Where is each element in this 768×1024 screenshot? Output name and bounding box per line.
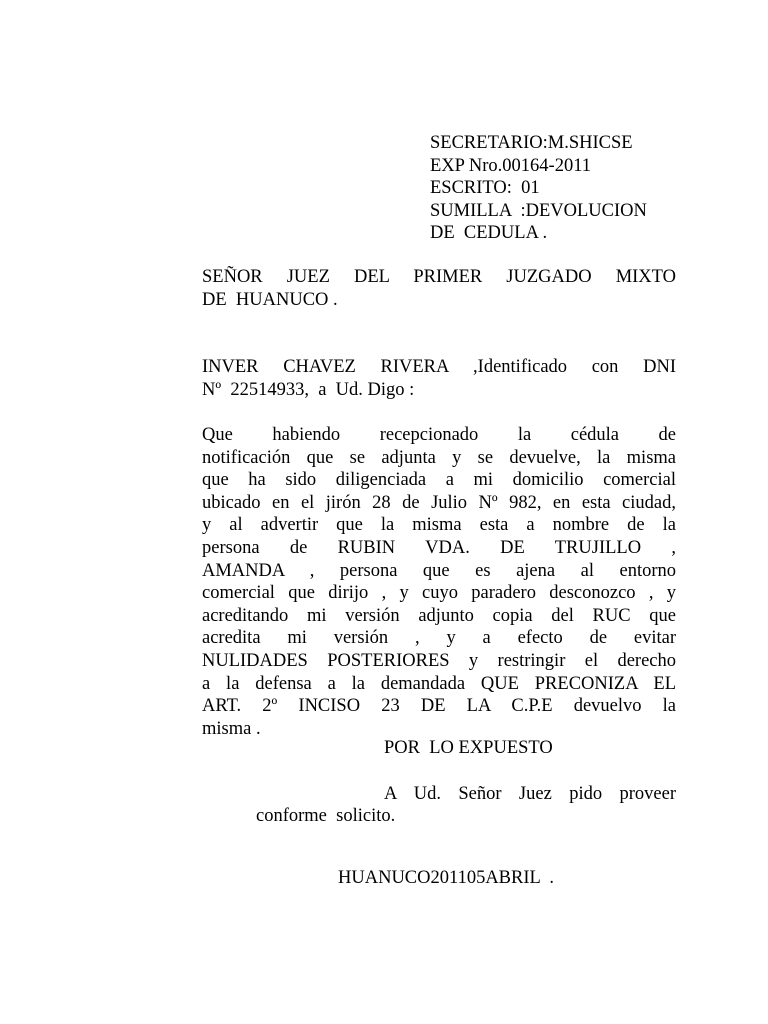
summary-line-2: DE CEDULA .	[430, 223, 548, 244]
intro-line-2: Nº 22514933, a Ud. Digo :	[202, 379, 415, 400]
paragraph-line: acredita mi versión , y a efecto de evitar	[202, 628, 676, 649]
paragraph-line-last: misma .	[202, 718, 261, 739]
closing-heading: POR LO EXPUESTO	[384, 738, 553, 758]
paragraph-line: acreditando mi versión adjunto copia del RUC que	[202, 605, 676, 626]
paragraph-line: NULIDADES POSTERIORES y restringir el derecho	[202, 650, 676, 671]
intro-paragraph	[202, 356, 676, 401]
main-paragraph	[202, 424, 676, 740]
secretary-line: SECRETARIO:M.SHICSE	[430, 133, 633, 153]
case-header	[430, 132, 680, 245]
addressee-line-2: DE HUANUCO .	[202, 289, 338, 310]
addressee-block	[202, 266, 676, 311]
paragraph-line: que ha sido diligenciada a mi domicilio comercial	[202, 470, 676, 491]
paragraph-line: persona de RUBIN VDA. DE TRUJILLO ,	[202, 537, 676, 558]
case-number-line: EXP Nro.00164-2011	[430, 155, 592, 176]
filing-number-line: ESCRITO: 01	[430, 178, 540, 199]
paragraph-line: ART. 2º INCISO 23 DE LA C.P.E devuelvo la	[202, 696, 676, 717]
paragraph-line: ubicado en el jirón 28 de Julio Nº 982, en esta ciudad,	[202, 492, 676, 513]
paragraph-line: comercial que dirijo , y cuyo paradero desconozco , y	[202, 583, 676, 604]
paragraph-line: a la defensa a la demandada QUE PRECONIZA EL	[202, 673, 676, 694]
intro-line-1: INVER CHAVEZ RIVERA ,Identificado con DNI	[202, 357, 676, 377]
summary-line-1: SUMILLA :DEVOLUCION	[430, 200, 647, 221]
paragraph-line: y al advertir que la misma esta a nombre de la	[202, 515, 676, 536]
paragraph-line: Que habiendo recepcionado la cédula de	[202, 425, 676, 445]
place-date-line: HUANUCO201105ABRIL .	[338, 868, 555, 888]
addressee-line-1: SEÑOR JUEZ DEL PRIMER JUZGADO MIXTO	[202, 267, 676, 287]
petition-line-1: A Ud. Señor Juez pido proveer	[384, 784, 676, 804]
paragraph-line: notificación que se adjunta y se devuelve, la misma	[202, 447, 676, 468]
paragraph-line: AMANDA , persona que es ajena al entorno	[202, 560, 676, 581]
petition-line-2: conforme solicito.	[256, 806, 396, 826]
